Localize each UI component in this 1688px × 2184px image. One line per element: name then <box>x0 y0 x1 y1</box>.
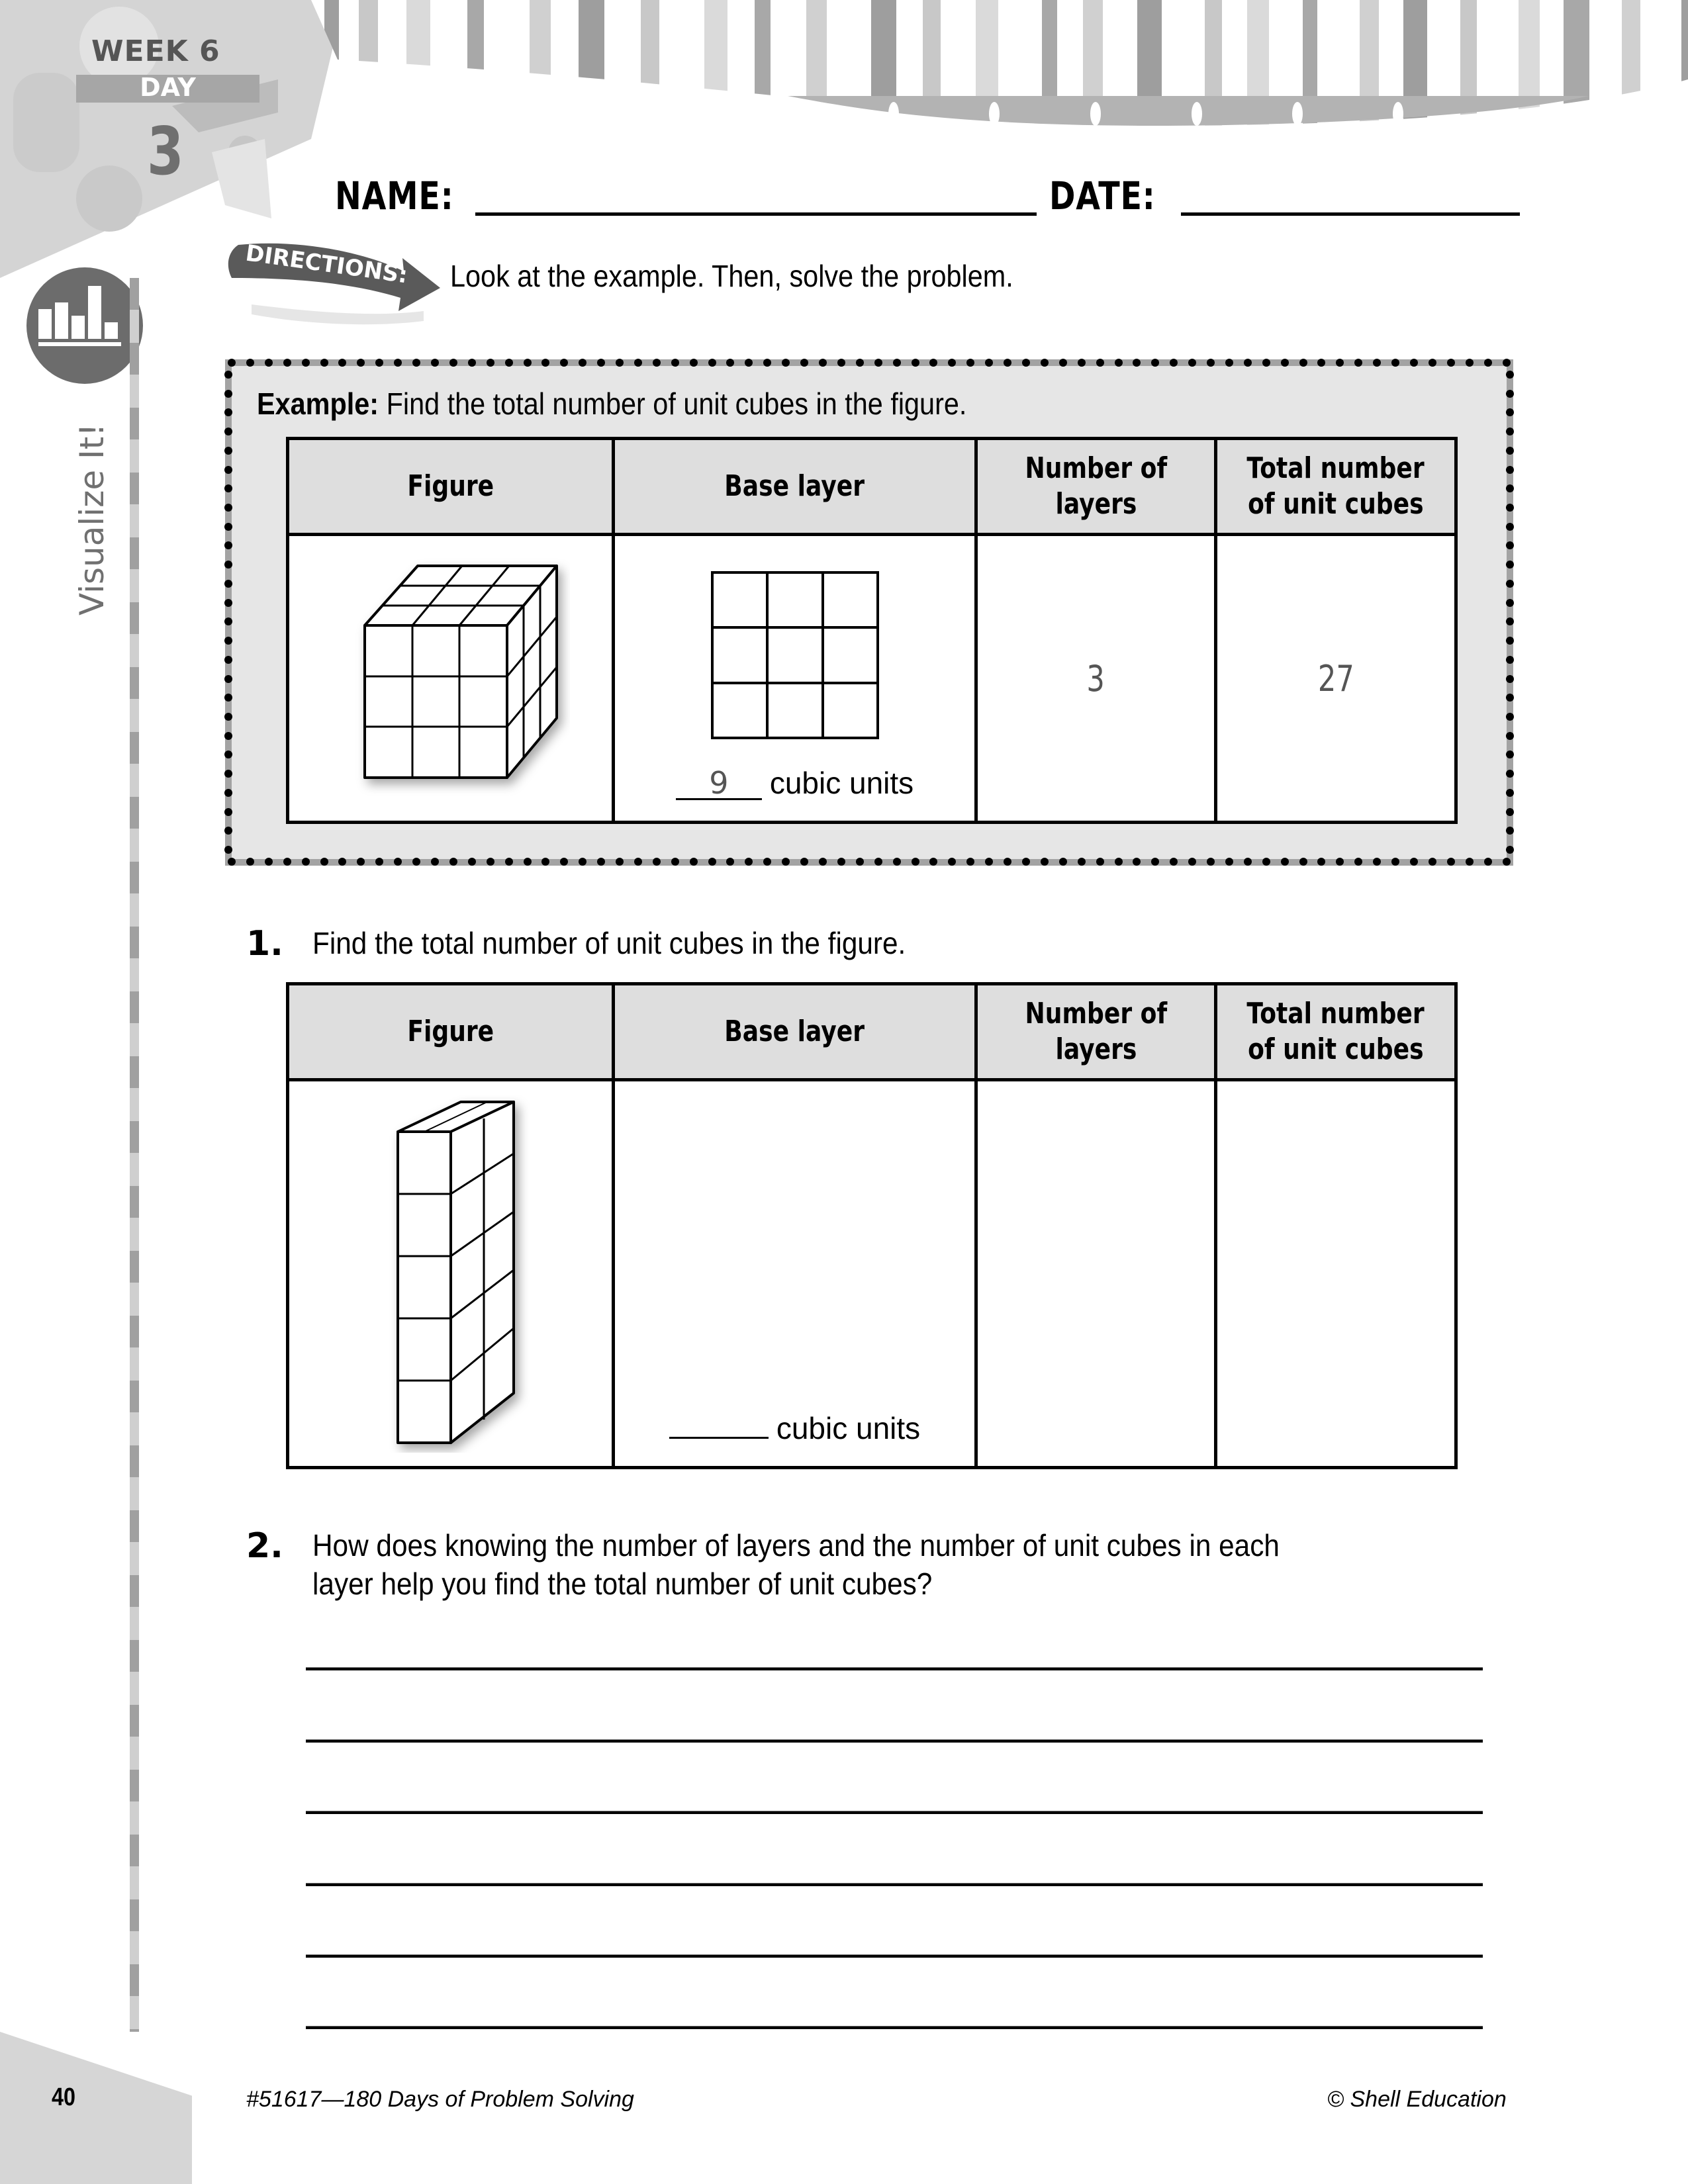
border-dot <box>893 359 901 367</box>
border-dot <box>1506 599 1514 607</box>
answer-line[interactable] <box>306 1883 1483 1886</box>
header-stripe-decoration <box>311 0 1688 132</box>
stripe <box>467 0 484 132</box>
stripe-dot <box>1192 102 1202 126</box>
border-dot <box>874 858 882 866</box>
border-dot <box>1506 428 1514 435</box>
col-header-number-of-layers: Number of layers <box>976 439 1216 535</box>
border-dot <box>468 858 476 866</box>
border-dot <box>1170 858 1178 866</box>
stripe-dot <box>1393 102 1403 126</box>
border-dot <box>1188 858 1196 866</box>
dotted-border-bottom <box>228 858 1511 866</box>
border-dot <box>874 359 882 367</box>
border-dot <box>224 561 232 569</box>
border-dot <box>1506 789 1514 797</box>
border-dot <box>1506 637 1514 645</box>
base-layer-blank[interactable] <box>669 1410 769 1439</box>
border-dot <box>1059 359 1067 367</box>
border-dot <box>320 858 328 866</box>
border-dot <box>1078 359 1086 367</box>
border-dot <box>1004 359 1011 367</box>
border-dot <box>597 359 605 367</box>
border-dot <box>1506 371 1514 379</box>
border-dot <box>1354 359 1362 367</box>
border-dot <box>929 359 937 367</box>
border-dot <box>224 466 232 474</box>
border-dot <box>634 359 642 367</box>
border-dot <box>1151 858 1159 866</box>
border-dot <box>690 359 698 367</box>
border-dot <box>726 359 734 367</box>
border-dot <box>224 390 232 398</box>
name-label: NAME: <box>335 173 454 218</box>
border-dot <box>394 858 402 866</box>
book-title: #51617—180 Days of Problem Solving <box>246 2087 634 2112</box>
border-dot <box>1506 561 1514 569</box>
stripe-dot <box>1090 102 1101 126</box>
border-dot <box>597 858 605 866</box>
border-dot <box>708 858 716 866</box>
border-dot <box>1506 827 1514 835</box>
footer-tab <box>0 2032 192 2184</box>
border-dot <box>375 359 383 367</box>
directions-text: Look at the example. Then, solve the problem. <box>450 259 1013 293</box>
border-dot <box>224 732 232 740</box>
border-dot <box>1484 858 1492 866</box>
border-dot <box>431 858 439 866</box>
border-dot <box>782 858 790 866</box>
border-dot <box>1506 541 1514 549</box>
border-dot <box>1373 858 1381 866</box>
border-dot <box>224 789 232 797</box>
border-dot <box>357 359 365 367</box>
border-dot <box>1506 808 1514 816</box>
dotted-border-top <box>228 359 1511 367</box>
border-dot <box>412 858 420 866</box>
border-dot <box>1429 359 1436 367</box>
col-header-figure: Figure <box>288 984 614 1080</box>
border-dot <box>468 359 476 367</box>
problem-1-base-layer-cell[interactable] <box>614 1080 976 1468</box>
border-dot <box>320 359 328 367</box>
border-dot <box>1506 713 1514 721</box>
border-dot <box>579 359 586 367</box>
day-label: DAY <box>140 73 196 102</box>
border-dot <box>487 359 494 367</box>
border-dot <box>671 359 679 367</box>
border-dot <box>224 808 232 816</box>
border-dot <box>1506 732 1514 740</box>
problem-1-figure-cell <box>288 1080 614 1468</box>
copyright: © Shell Education <box>1327 2087 1507 2112</box>
border-dot <box>1506 751 1514 758</box>
border-dot <box>1373 359 1381 367</box>
date-label: DATE: <box>1049 173 1156 218</box>
border-dot <box>1281 858 1289 866</box>
border-dot <box>1133 359 1141 367</box>
border-dot <box>524 858 532 866</box>
border-dot <box>1336 359 1344 367</box>
border-dot <box>1299 858 1307 866</box>
border-dot <box>560 858 568 866</box>
name-field[interactable] <box>475 212 1037 216</box>
border-dot <box>966 359 974 367</box>
border-dot <box>1004 858 1011 866</box>
border-dot <box>1391 858 1399 866</box>
stripe <box>755 0 771 132</box>
example-layers-cell <box>976 535 1216 823</box>
stripe <box>406 0 430 132</box>
dotted-border-left <box>224 371 232 854</box>
border-dot <box>1503 858 1511 866</box>
border-dot <box>1059 858 1067 866</box>
border-dot <box>985 359 993 367</box>
example-total-cell <box>1216 535 1456 823</box>
border-dot <box>1410 359 1418 367</box>
border-dot <box>338 359 346 367</box>
border-dot <box>228 858 236 866</box>
border-dot <box>616 359 624 367</box>
border-dot <box>763 858 771 866</box>
border-dot <box>302 359 310 367</box>
border-dot <box>1207 858 1215 866</box>
border-dot <box>1429 858 1436 866</box>
number-of-layers-value: 3 <box>1086 657 1105 700</box>
base-layer-value: 9 <box>676 768 762 800</box>
border-dot <box>449 858 457 866</box>
border-dot <box>302 858 310 866</box>
stripe <box>1564 0 1589 132</box>
border-dot <box>412 359 420 367</box>
border-dot <box>671 858 679 866</box>
example-text: Find the total number of unit cubes in the figure. <box>386 387 967 421</box>
border-dot <box>837 858 845 866</box>
border-dot <box>800 858 808 866</box>
total-cubes-value: 27 <box>1317 657 1354 700</box>
bar-chart-icon <box>25 266 144 385</box>
border-dot <box>1317 858 1325 866</box>
border-dot <box>283 858 291 866</box>
border-dot <box>224 751 232 758</box>
base-layer-answer <box>615 1410 974 1446</box>
example-base-layer-cell <box>614 535 976 823</box>
answer-line[interactable] <box>306 1667 1483 1670</box>
cubic-units-label: cubic units <box>776 1411 921 1445</box>
border-dot <box>541 858 549 866</box>
border-dot <box>690 858 698 866</box>
stripe <box>530 0 551 132</box>
border-dot <box>1244 359 1252 367</box>
border-dot <box>1225 359 1233 367</box>
border-dot <box>1336 858 1344 866</box>
col-header-total-cubes: Total number of unit cubes <box>1216 984 1456 1080</box>
border-dot <box>782 359 790 367</box>
border-dot <box>1506 523 1514 531</box>
border-dot <box>1151 359 1159 367</box>
border-dot <box>505 858 513 866</box>
section-label: Visualize It! <box>73 423 111 615</box>
border-dot <box>616 858 624 866</box>
border-dot <box>634 858 642 866</box>
border-dot <box>856 858 864 866</box>
border-dot <box>224 617 232 625</box>
grid-3x3-icon <box>709 569 881 741</box>
border-dot <box>224 504 232 512</box>
answer-line[interactable] <box>306 1739 1483 1743</box>
border-dot <box>948 858 956 866</box>
border-dot <box>375 858 383 866</box>
border-dot <box>560 359 568 367</box>
border-dot <box>929 858 937 866</box>
border-dot <box>265 359 273 367</box>
border-dot <box>357 858 365 866</box>
border-dot <box>966 858 974 866</box>
col-header-total-cubes: Total number of unit cubes <box>1216 439 1456 535</box>
day-number: 3 <box>147 113 184 190</box>
border-dot <box>1078 858 1086 866</box>
border-dot <box>837 359 845 367</box>
border-dot <box>1281 359 1289 367</box>
border-dot <box>505 359 513 367</box>
stripe <box>704 0 727 132</box>
border-dot <box>338 858 346 866</box>
border-dot <box>912 359 919 367</box>
border-dot <box>224 428 232 435</box>
border-dot <box>224 599 232 607</box>
border-dot <box>726 858 734 866</box>
border-dot <box>1262 858 1270 866</box>
border-dot <box>1354 858 1362 866</box>
border-dot <box>948 359 956 367</box>
border-dot <box>800 359 808 367</box>
border-dot <box>1096 858 1104 866</box>
border-dot <box>1170 359 1178 367</box>
border-dot <box>394 359 402 367</box>
stripe <box>324 0 339 132</box>
border-dot <box>745 858 753 866</box>
stripe <box>579 0 604 132</box>
border-dot <box>283 359 291 367</box>
border-dot <box>1506 770 1514 778</box>
problem-2-prompt-line-1: How does knowing the number of layers and the number of unit cubes in each <box>312 1528 1280 1563</box>
border-dot <box>1506 846 1514 854</box>
border-dot <box>1484 359 1492 367</box>
problem-1-prompt: Find the total number of unit cubes in the figure. <box>312 926 906 960</box>
border-dot <box>524 359 532 367</box>
col-header-base-layer: Base layer <box>614 439 976 535</box>
border-dot <box>893 858 901 866</box>
cubic-units-label: cubic units <box>769 766 914 800</box>
border-dot <box>1022 858 1030 866</box>
border-dot <box>819 858 827 866</box>
border-dot <box>1506 675 1514 683</box>
example-figure-cell <box>288 535 614 823</box>
answer-line[interactable] <box>306 1954 1483 1958</box>
border-dot <box>819 359 827 367</box>
border-dot <box>1262 359 1270 367</box>
stripe <box>1681 0 1688 132</box>
border-dot <box>1041 858 1049 866</box>
answer-line[interactable] <box>306 1811 1483 1814</box>
border-dot <box>985 858 993 866</box>
border-dot <box>265 858 273 866</box>
answer-line[interactable] <box>306 2026 1483 2029</box>
page-number: 40 <box>52 2083 75 2111</box>
border-dot <box>224 713 232 721</box>
directions-label: DIRECTIONS: <box>244 240 410 289</box>
week-label: WEEK 6 <box>91 34 220 68</box>
border-dot <box>224 770 232 778</box>
border-dot <box>224 580 232 588</box>
stripe <box>1519 0 1540 132</box>
border-dot <box>653 359 661 367</box>
border-dot <box>1022 359 1030 367</box>
border-dot <box>224 656 232 664</box>
border-dot <box>1207 359 1215 367</box>
border-dot <box>224 523 232 531</box>
border-dot <box>1466 359 1474 367</box>
border-dot <box>1096 359 1104 367</box>
border-dot <box>224 447 232 455</box>
border-dot <box>224 408 232 416</box>
border-dot <box>579 858 586 866</box>
border-dot <box>1391 359 1399 367</box>
problem-1-number: 1. <box>246 924 283 964</box>
stripe <box>1622 0 1640 132</box>
problem-1-table <box>286 982 1458 1469</box>
cube-3x3x3-icon <box>332 553 570 804</box>
stripe <box>641 0 659 132</box>
border-dot <box>1447 858 1455 866</box>
stripe-dot <box>1292 102 1303 126</box>
border-dot <box>1506 484 1514 492</box>
border-dot <box>745 359 753 367</box>
stripe <box>359 0 378 132</box>
col-header-figure: Figure <box>288 439 614 535</box>
side-stripe <box>130 278 139 2032</box>
border-dot <box>224 371 232 379</box>
border-dot <box>1244 858 1252 866</box>
border-dot <box>1506 656 1514 664</box>
border-dot <box>1506 390 1514 398</box>
border-dot <box>1317 359 1325 367</box>
problem-1-layers-cell[interactable] <box>976 1080 1216 1468</box>
border-dot <box>541 359 549 367</box>
border-dot <box>1225 858 1233 866</box>
border-dot <box>1506 408 1514 416</box>
example-label: Example: <box>257 387 379 421</box>
base-layer-answer <box>615 765 974 801</box>
border-dot <box>1447 359 1455 367</box>
border-dot <box>653 858 661 866</box>
border-dot <box>1133 858 1141 866</box>
border-dot <box>224 541 232 549</box>
border-dot <box>1410 858 1418 866</box>
border-dot <box>246 359 254 367</box>
border-dot <box>224 827 232 835</box>
border-dot <box>1466 858 1474 866</box>
prism-1x2x5-icon <box>371 1095 530 1453</box>
border-dot <box>224 484 232 492</box>
border-dot <box>487 858 494 866</box>
border-dot <box>1506 466 1514 474</box>
border-dot <box>224 846 232 854</box>
example-prompt <box>257 386 966 422</box>
border-dot <box>449 359 457 367</box>
stripe <box>806 0 827 132</box>
border-dot <box>224 637 232 645</box>
border-dot <box>431 359 439 367</box>
border-dot <box>1115 359 1123 367</box>
problem-1-total-cell[interactable] <box>1216 1080 1456 1468</box>
border-dot <box>1506 447 1514 455</box>
directions-arrow-icon <box>225 232 444 338</box>
border-dot <box>246 858 254 866</box>
problem-2-number: 2. <box>246 1526 283 1566</box>
stripe-dot <box>989 102 1000 126</box>
border-dot <box>1041 359 1049 367</box>
border-dot <box>1115 858 1123 866</box>
border-dot <box>224 694 232 702</box>
border-dot <box>1506 617 1514 625</box>
example-table <box>286 437 1458 824</box>
stripe-dot <box>888 102 899 126</box>
border-dot <box>1506 504 1514 512</box>
border-dot <box>856 359 864 367</box>
col-header-base-layer: Base layer <box>614 984 976 1080</box>
border-dot <box>1506 694 1514 702</box>
border-dot <box>1503 359 1511 367</box>
border-dot <box>1299 359 1307 367</box>
problem-2-prompt-line-2: layer help you find the total number of unit cubes? <box>312 1567 933 1601</box>
col-header-number-of-layers: Number of layers <box>976 984 1216 1080</box>
dotted-border-right <box>1506 371 1514 854</box>
border-dot <box>708 359 716 367</box>
border-dot <box>1188 359 1196 367</box>
border-dot <box>763 359 771 367</box>
border-dot <box>912 858 919 866</box>
border-dot <box>224 675 232 683</box>
date-field[interactable] <box>1181 212 1520 216</box>
border-dot <box>228 359 236 367</box>
border-dot <box>1506 580 1514 588</box>
